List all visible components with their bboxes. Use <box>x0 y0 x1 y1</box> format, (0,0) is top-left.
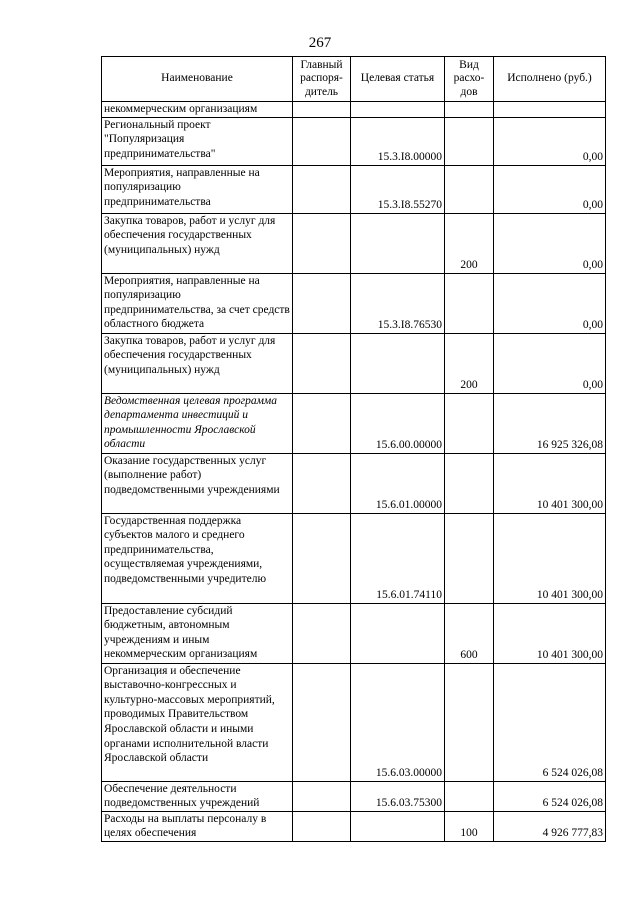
table-row <box>102 453 606 513</box>
table-row <box>102 603 606 663</box>
row-kind <box>445 393 494 453</box>
row-manager <box>293 117 351 165</box>
table-header-row <box>102 57 606 102</box>
row-executed: 10 401 300,00 <box>494 603 606 663</box>
row-kind <box>445 513 494 603</box>
row-target <box>351 333 445 393</box>
row-manager <box>293 811 351 841</box>
row-manager <box>293 102 351 118</box>
row-manager <box>293 603 351 663</box>
row-target: 15.6.01.74110 <box>351 513 445 603</box>
row-executed: 0,00 <box>494 117 606 165</box>
row-name: Расходы на выплаты персоналу в целях обеспечения <box>102 811 293 841</box>
row-target: 15.6.01.00000 <box>351 453 445 513</box>
row-manager <box>293 513 351 603</box>
row-name: Мероприятия, направленные на популяризацию предпринимательства, за счет средств областного бюджета <box>102 273 293 333</box>
header-manager: Главный распоря-дитель <box>293 57 351 102</box>
row-executed: 16 925 326,08 <box>494 393 606 453</box>
row-executed: 0,00 <box>494 273 606 333</box>
header-executed: Исполнено (руб.) <box>494 57 606 102</box>
page-number: 267 <box>308 35 332 51</box>
row-manager <box>293 333 351 393</box>
row-target <box>351 811 445 841</box>
row-kind <box>445 117 494 165</box>
header-target: Целевая статья <box>351 57 445 102</box>
table-row <box>102 663 606 781</box>
row-kind <box>445 453 494 513</box>
row-name: Закупка товаров, работ и услуг для обеспечения государственных (муниципальных) нужд <box>102 213 293 273</box>
row-executed: 4 926 777,83 <box>494 811 606 841</box>
row-target <box>351 213 445 273</box>
row-executed <box>494 102 606 118</box>
row-target: 15.3.I8.00000 <box>351 117 445 165</box>
header-kind: Вид расхо-дов <box>445 57 494 102</box>
table-row <box>102 117 606 165</box>
row-name: Мероприятия, направленные на популяризацию предпринимательства <box>102 165 293 213</box>
table-row <box>102 213 606 273</box>
row-target: 15.3.I8.55270 <box>351 165 445 213</box>
table-row <box>102 393 606 453</box>
row-name: Организация и обеспечение выставочно-конгрессных и культурно-массовых мероприятий, проводимых Правительством Ярославской области и иными органами исполнительной власти Ярославской области <box>102 663 293 781</box>
row-target: 15.3.I8.76530 <box>351 273 445 333</box>
row-target <box>351 102 445 118</box>
row-name: Ведомственная целевая программа департамента инвестиций и промышленности Ярославской области <box>102 393 293 453</box>
row-kind <box>445 663 494 781</box>
row-executed: 0,00 <box>494 165 606 213</box>
row-manager <box>293 781 351 811</box>
row-kind <box>445 273 494 333</box>
row-manager <box>293 273 351 333</box>
table-row <box>102 513 606 603</box>
row-target: 15.6.03.75300 <box>351 781 445 811</box>
row-name: Предоставление субсидий бюджетным, автономным учреждениям и иным некоммерческим организациям <box>102 603 293 663</box>
table-row <box>102 102 606 118</box>
row-kind: 600 <box>445 603 494 663</box>
row-executed: 0,00 <box>494 333 606 393</box>
table-row <box>102 781 606 811</box>
row-manager <box>293 393 351 453</box>
row-kind: 200 <box>445 213 494 273</box>
row-manager <box>293 663 351 781</box>
row-executed: 10 401 300,00 <box>494 513 606 603</box>
table-row <box>102 333 606 393</box>
row-name: Оказание государственных услуг (выполнение работ) подведомственными учреждениями <box>102 453 293 513</box>
row-executed: 0,00 <box>494 213 606 273</box>
row-name: Государственная поддержка субъектов малого и среднего предпринимательства, осуществляемая учреждениями, подведомственными учредителю <box>102 513 293 603</box>
row-kind <box>445 165 494 213</box>
row-executed: 10 401 300,00 <box>494 453 606 513</box>
row-manager <box>293 165 351 213</box>
table-row <box>102 273 606 333</box>
row-kind: 100 <box>445 811 494 841</box>
row-executed: 6 524 026,08 <box>494 663 606 781</box>
row-kind <box>445 102 494 118</box>
header-name: Наименование <box>102 57 293 102</box>
row-name: Региональный проект "Популяризация предпринимательства" <box>102 117 293 165</box>
row-name: Закупка товаров, работ и услуг для обеспечения государственных (муниципальных) нужд <box>102 333 293 393</box>
row-manager <box>293 453 351 513</box>
table-row <box>102 165 606 213</box>
row-manager <box>293 213 351 273</box>
row-name: некоммерческим организациям <box>102 102 293 118</box>
table-row <box>102 811 606 841</box>
row-kind: 200 <box>445 333 494 393</box>
row-kind <box>445 781 494 811</box>
budget-table <box>101 56 606 842</box>
row-target: 15.6.00.00000 <box>351 393 445 453</box>
row-name: Обеспечение деятельности подведомственных учреждений <box>102 781 293 811</box>
row-target <box>351 603 445 663</box>
table-body <box>102 102 606 842</box>
row-target: 15.6.03.00000 <box>351 663 445 781</box>
row-executed: 6 524 026,08 <box>494 781 606 811</box>
